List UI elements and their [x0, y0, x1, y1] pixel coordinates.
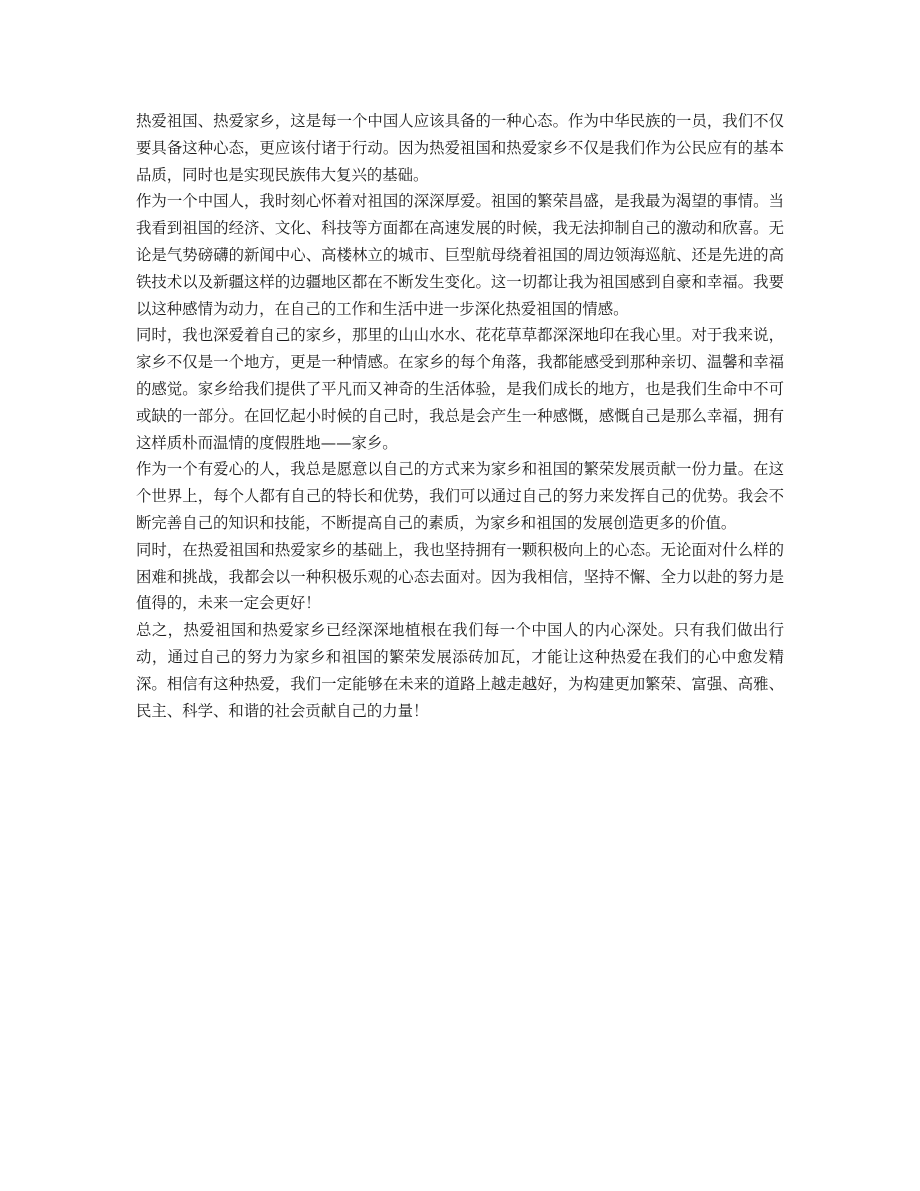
document-body: [136, 108, 784, 724]
paragraph-6: 总之，热爱祖国和热爱家乡已经深深地植根在我们每一个中国人的内心深处。只有我们做出行动，通过自己的努力为家乡和祖国的繁荣发展添砖加瓦，才能让这种热爱在我们的心中愈发精深。相信有这种热爱，我们一定能够在未来的道路上越走越好，为构建更加繁荣、富强、高雅、民主、科学、和谐的社会贡献自己的力量！: [136, 621, 784, 720]
paragraph-1: 热爱祖国、热爱家乡，这是每一个中国人应该具备的一种心态。作为中华民族的一员，我们不仅要具备这种心态，更应该付诸于行动。因为热爱祖国和热爱家乡不仅是我们作为公民应有的基本品质，同时也是实现民族伟大复兴的基础。: [136, 112, 784, 184]
paragraph-5: 同时，在热爱祖国和热爱家乡的基础上，我也坚持拥有一颗积极向上的心态。无论面对什么样的困难和挑战，我都会以一种积极乐观的心态去面对。因为我相信，坚持不懈、全力以赴的努力是值得的，未来一定会更好！: [136, 540, 784, 613]
paragraph-4: 作为一个有爱心的人，我总是愿意以自己的方式来为家乡和祖国的繁荣发展贡献一份力量。在这个世界上，每个人都有自己的特长和优势，我们可以通过自己的努力来发挥自己的优势。我会不断完善自己的知识和技能，不断提高自己的素质，为家乡和祖国的发展创造更多的价值。: [136, 460, 784, 532]
paragraph-2: 作为一个中国人，我时刻心怀着对祖国的深深厚爱。祖国的繁荣昌盛，是我最为渴望的事情。当我看到祖国的经济、文化、科技等方面都在高速发展的时候，我无法抑制自己的激动和欣喜。无论是气势磅礴的新闻中心、高楼林立的城市、巨型航母绕着祖国的周边领海巡航、还是先进的高铁技术以及新疆这样的边疆地区都在不断发生变化。这一切都让我为祖国感到自豪和幸福。我要以这种感情为动力，在自己的工作和生活中进一步深化热爱祖国的情感。: [136, 192, 784, 318]
paragraph-3: 同时，我也深爱着自己的家乡，那里的山山水水、花花草草都深深地印在我心里。对于我来说，家乡不仅是一个地方，更是一种情感。在家乡的每个角落，我都能感受到那种亲切、温馨和幸福的感觉。家乡给我们提供了平凡而又神奇的生活体验，是我们成长的地方，也是我们生命中不可或缺的一部分。在回忆起小时候的自己时，我总是会产生一种感慨，感慨自己是那么幸福，拥有这样质朴而温情的度假胜地——家乡。: [136, 326, 784, 452]
